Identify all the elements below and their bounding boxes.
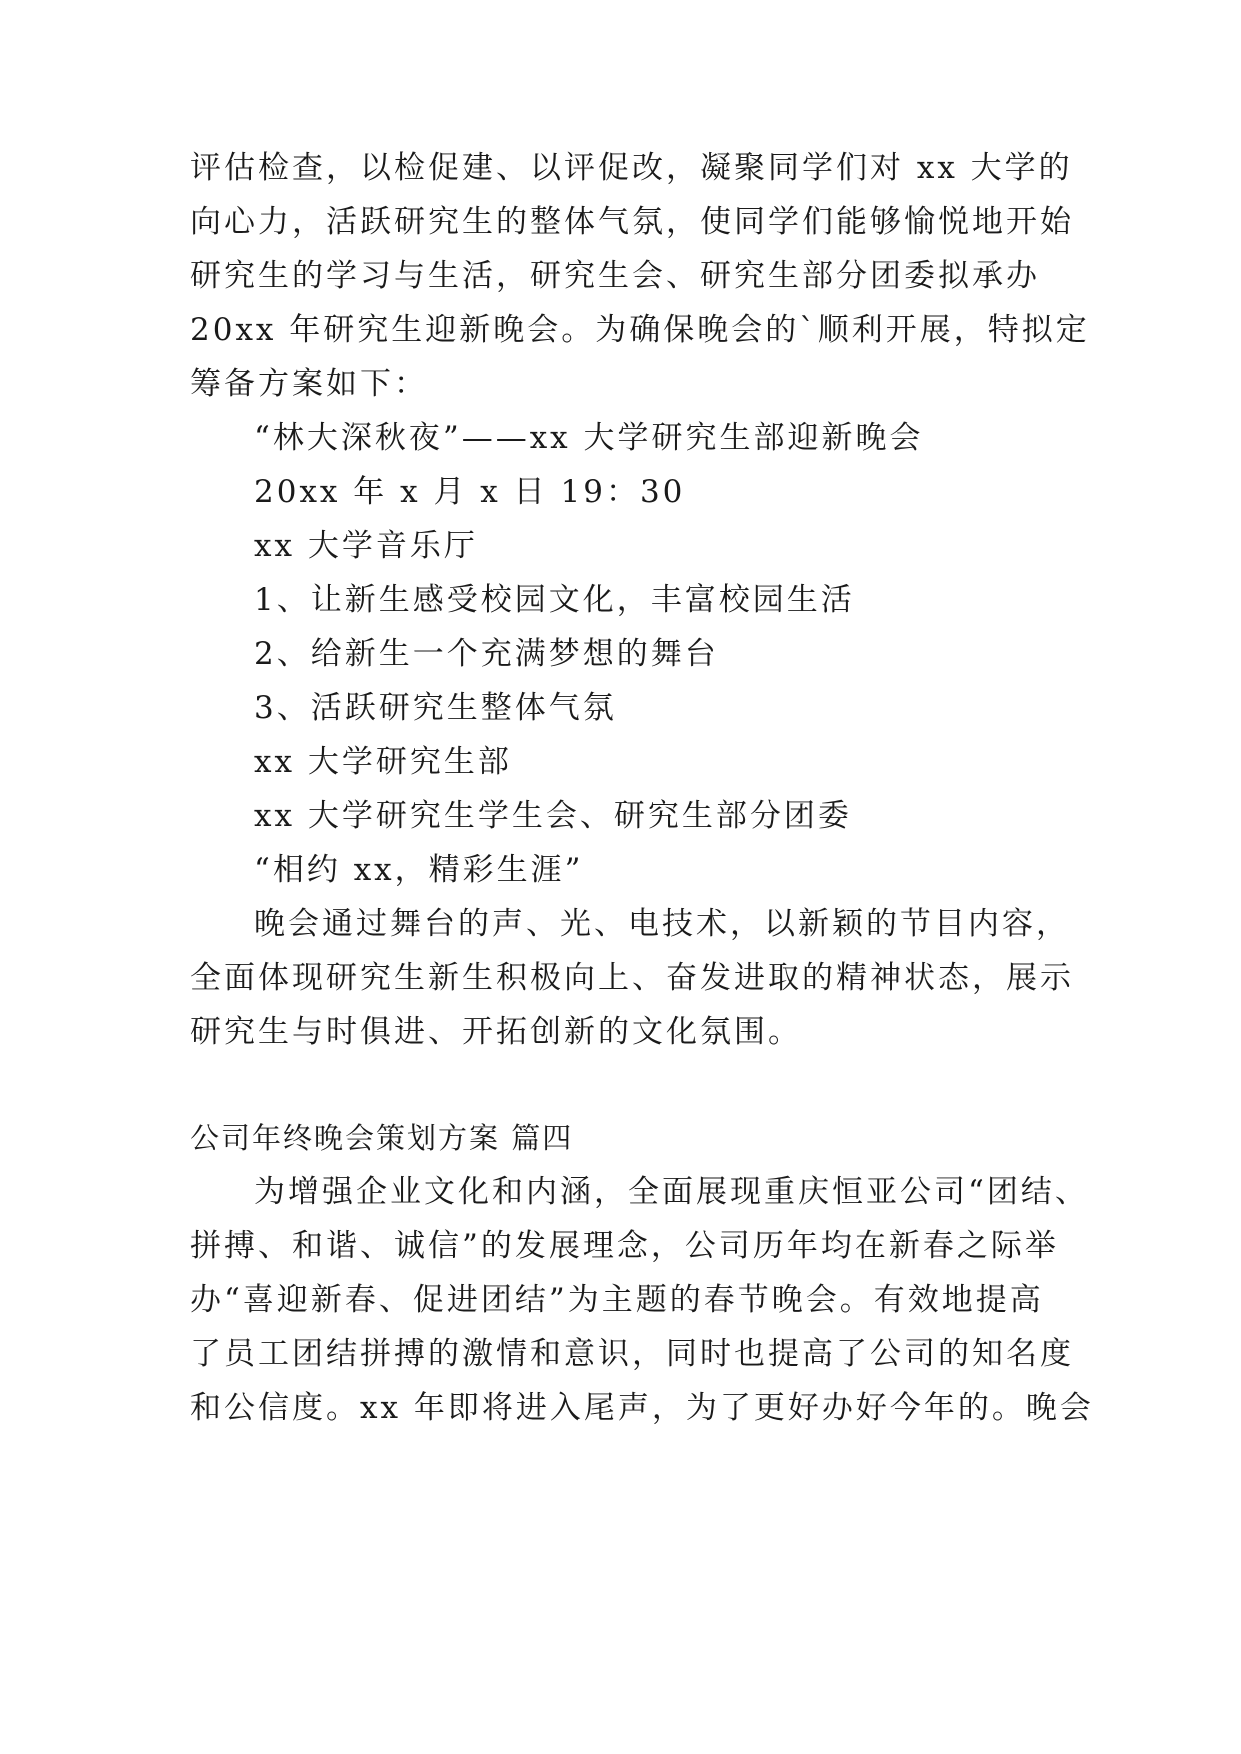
event-time: 20xx 年 x 月 x 日 19：30 bbox=[254, 474, 686, 510]
event-purpose-item: 3、活跃研究生整体气氛 bbox=[254, 690, 617, 726]
paragraph-line: 筹备方案如下： bbox=[190, 366, 428, 402]
paragraph-line: 拼搏、和谐、诚信”的发展理念，公司历年均在新春之际举 bbox=[190, 1228, 1059, 1264]
event-title: “林大深秋夜”——xx 大学研究生部迎新晚会 bbox=[254, 420, 924, 456]
paragraph-line: 了员工团结拼搏的激情和意识，同时也提高了公司的知名度 bbox=[190, 1336, 1074, 1372]
event-organizer: xx 大学研究生学生会、研究生部分团委 bbox=[254, 798, 852, 834]
paragraph-line: 晚会通过舞台的声、光、电技术，以新颖的节目内容， bbox=[254, 906, 1070, 942]
section-heading: 公司年终晚会策划方案 篇四 bbox=[190, 1121, 574, 1155]
event-theme: “相约 xx，精彩生涯” bbox=[254, 852, 584, 888]
paragraph-line: 为增强企业文化和内涵，全面展现重庆恒亚公司“团结、 bbox=[254, 1174, 1089, 1210]
paragraph-line: 和公信度。xx 年即将进入尾声，为了更好办好今年的。晚会 bbox=[190, 1390, 1094, 1426]
paragraph-line: 研究生与时俱进、开拓创新的文化氛围。 bbox=[190, 1014, 802, 1050]
paragraph-line: 办“喜迎新春、促进团结”为主题的春节晚会。有效地提高 bbox=[190, 1282, 1044, 1318]
event-host: xx 大学研究生部 bbox=[254, 744, 512, 780]
event-venue: xx 大学音乐厅 bbox=[254, 528, 478, 564]
paragraph-line: 评估检查，以检促建、以评促改，凝聚同学们对 xx 大学的 bbox=[190, 150, 1073, 186]
paragraph-line: 研究生的学习与生活，研究生会、研究生部分团委拟承办 bbox=[190, 258, 1040, 294]
paragraph-line: 向心力，活跃研究生的整体气氛，使同学们能够愉悦地开始 bbox=[190, 204, 1074, 240]
event-purpose-item: 2、给新生一个充满梦想的舞台 bbox=[254, 636, 719, 672]
paragraph-line: 全面体现研究生新生积极向上、奋发进取的精神状态，展示 bbox=[190, 960, 1074, 996]
paragraph-line: 20xx 年研究生迎新晚会。为确保晚会的`顺利开展，特拟定 bbox=[190, 312, 1090, 348]
event-purpose-item: 1、让新生感受校园文化，丰富校园生活 bbox=[254, 582, 855, 618]
